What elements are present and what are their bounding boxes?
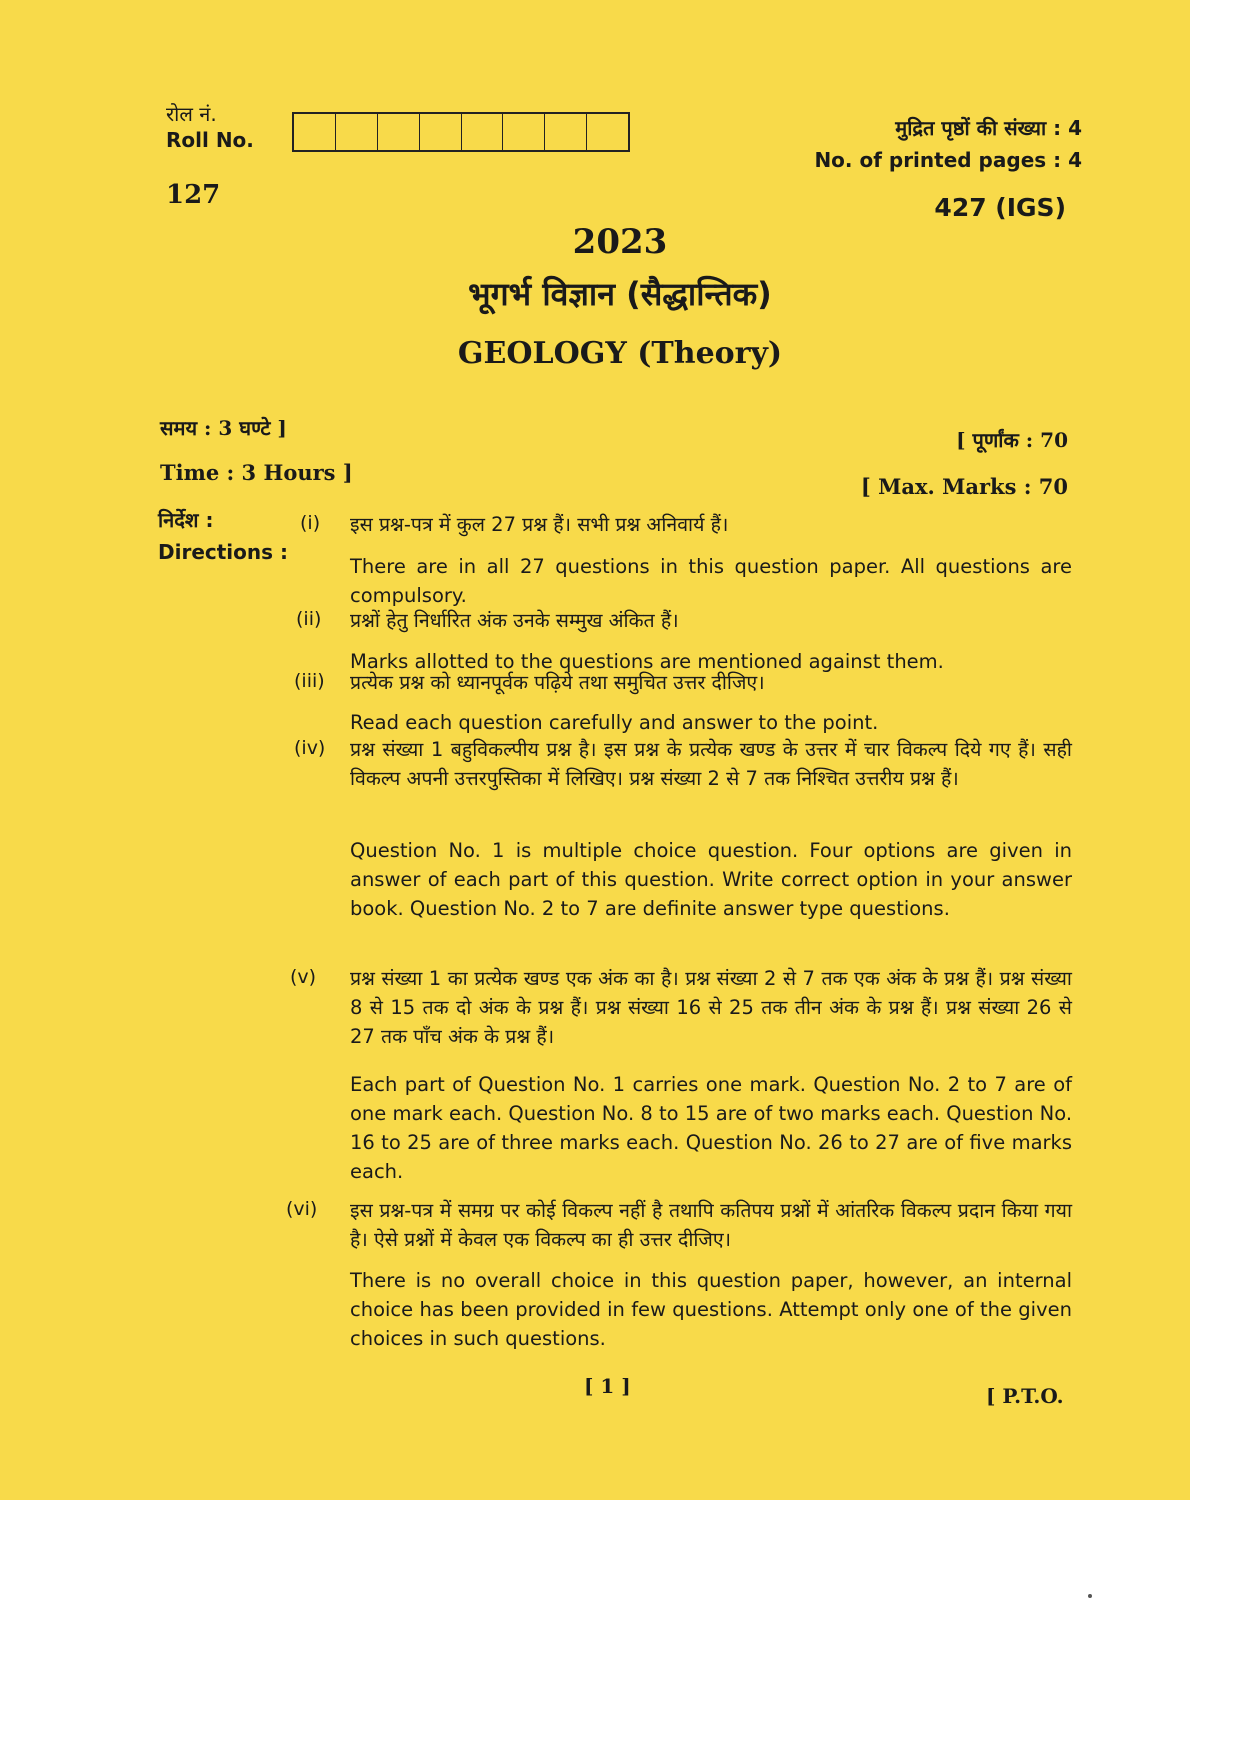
subject-title: GEOLOGY (Theory) [457, 336, 783, 371]
max-marks-hindi: [ पूर्णांक : 70 [956, 428, 1068, 452]
roll-digit-box[interactable] [420, 114, 462, 150]
paper-code: 427 (IGS) [934, 193, 1066, 222]
direction-number: (iv) [294, 737, 326, 759]
roll-digit-box[interactable] [336, 114, 378, 150]
direction-text: Read each question carefully and answer to the point. [350, 711, 879, 734]
printed-pages-hindi: मुद्रित पृष्ठों की संख्या : 4 [895, 116, 1082, 140]
roll-digit-box[interactable] [587, 114, 628, 150]
roll-no-label-hindi: रोल नं. [166, 102, 217, 126]
direction-text: Marks allotted to the questions are mentioned against them. [350, 650, 944, 673]
time-allowed: Time : 3 Hours ] [160, 460, 353, 485]
direction-text-hindi: प्रश्नों हेतु निर्धारित अंक उनके सम्मुख अंकित हैं। [350, 609, 679, 632]
direction-text: Question No. 1 is multiple choice question. Four options are given in answer of each part of this question. Write correct option in your answer book. Question No. 2 to 7 are definite answer type questions. [350, 839, 1072, 920]
direction-text: There are in all 27 questions in this question paper. All questions are compulsory. [350, 555, 1072, 607]
directions-label-hindi: निर्देश : [158, 508, 214, 532]
direction-text-hindi: प्रश्न संख्या 1 का प्रत्येक खण्ड एक अंक का है। प्रश्न संख्या 2 से 7 तक एक अंक के प्रश्न हैं। प्रश्न संख्या 8 से 15 तक दो अंक के प्रश्न हैं। प्रश्न संख्या 16 से 25 तक तीन अंक के प्रश्न हैं। प्रश्न संख्या 26 से 27 तक पाँच अंक के प्रश्न हैं। [350, 967, 1072, 1048]
direction-number: (vi) [286, 1198, 318, 1220]
time-hindi: समय : 3 घण्टे ] [160, 416, 287, 440]
direction-text-hindi: प्रश्न संख्या 1 बहुविकल्पीय प्रश्न है। इस प्रश्न के प्रत्येक खण्ड के उत्तर में चार विकल्प दिये गए हैं। सही विकल्प अपनी उत्तरपुस्तिका में लिखिए। प्रश्न संख्या 2 से 7 तक निश्चित उत्तरीय प्रश्न हैं। [350, 738, 1072, 790]
roll-digit-box[interactable] [294, 114, 336, 150]
pto-label: [ P.T.O. [986, 1384, 1064, 1408]
exam-year: 2023 [572, 222, 668, 262]
direction-text-hindi: प्रत्येक प्रश्न को ध्यानपूर्वक पढ़िये तथा समुचित उत्तर दीजिए। [350, 671, 765, 694]
page-number: [ 1 ] [584, 1374, 631, 1398]
printed-pages: No. of printed pages : 4 [814, 148, 1082, 172]
max-marks: [ Max. Marks : 70 [860, 474, 1068, 499]
roll-no-label: Roll No. [166, 128, 254, 152]
subject-title-hindi: भूगर्भ विज्ञान (सैद्धान्तिक) [468, 275, 772, 313]
roll-digit-box[interactable] [503, 114, 545, 150]
direction-text: There is no overall choice in this question paper, however, an internal choice has been provided in few questions. Attempt only one of the given choices in such questions. [350, 1269, 1072, 1350]
direction-number: (v) [290, 966, 317, 988]
direction-number: (i) [300, 512, 321, 534]
roll-number-boxes[interactable] [292, 112, 630, 152]
series-number: 127 [166, 180, 221, 210]
direction-number: (ii) [296, 608, 322, 630]
directions-label: Directions : [158, 540, 288, 564]
direction-text-hindi: इस प्रश्न-पत्र में समग्र पर कोई विकल्प नहीं है तथापि कतिपय प्रश्नों में आंतरिक विकल्प प्रदान किया गया है। ऐसे प्रश्नों में केवल एक विकल्प का ही उत्तर दीजिए। [350, 1199, 1072, 1251]
roll-digit-box[interactable] [378, 114, 420, 150]
direction-text: Each part of Question No. 1 carries one mark. Question No. 2 to 7 are of one mark each. Question No. 8 to 15 are of two marks each. Question No. 16 to 25 are of three marks each. Question No. 26 to 27 are of five marks each. [350, 1073, 1073, 1183]
direction-number: (iii) [294, 670, 325, 692]
roll-digit-box[interactable] [462, 114, 504, 150]
scan-speck [1088, 1594, 1092, 1598]
roll-digit-box[interactable] [545, 114, 587, 150]
direction-text-hindi: इस प्रश्न-पत्र में कुल 27 प्रश्न हैं। सभी प्रश्न अनिवार्य हैं। [350, 513, 729, 536]
